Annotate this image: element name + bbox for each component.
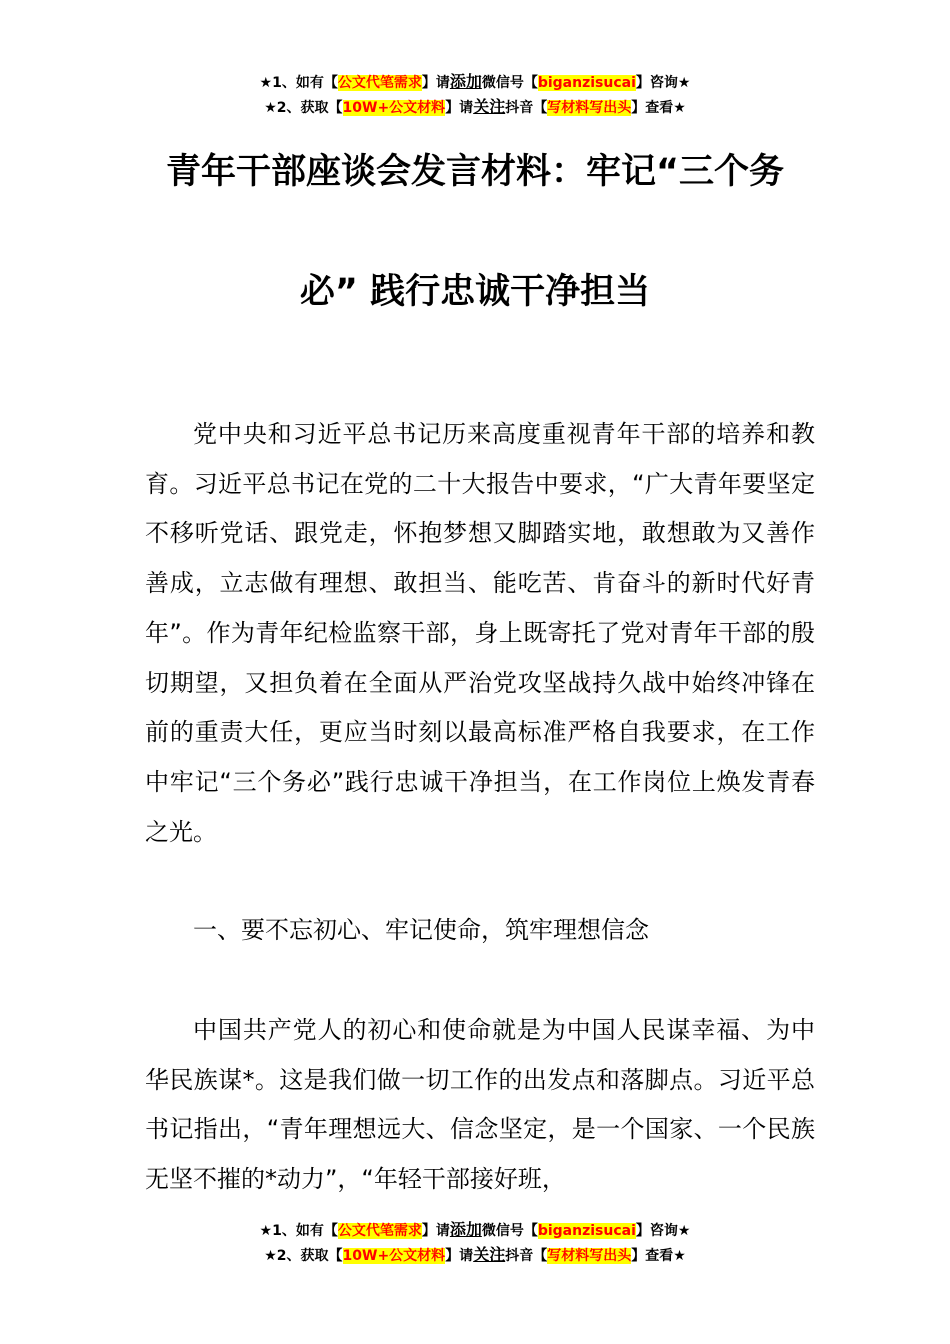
banner-highlight: biganzisucai (537, 1223, 636, 1239)
banner-line-2 (0, 95, 950, 120)
banner-line-1 (0, 70, 950, 95)
banner-highlight: 公文代笔需求 (337, 1223, 422, 1239)
banner-line-1 (0, 1218, 950, 1243)
banner-text: 】咨询★ (635, 75, 691, 91)
bottom-banner (0, 1218, 950, 1268)
banner-highlight: 写材料写出头 (547, 1248, 632, 1264)
banner-line-2 (0, 1243, 950, 1268)
banner-highlight: 10W+公文材料 (342, 1248, 446, 1264)
banner-text: 】查看★ (631, 100, 686, 116)
banner-text: 微信号【 (481, 75, 538, 91)
banner-text: 】请 (445, 100, 474, 116)
banner-highlight: 10W+公文材料 (342, 100, 446, 116)
banner-text: 】咨询★ (635, 1223, 691, 1239)
banner-highlight: 写材料写出头 (547, 100, 632, 116)
document-title-line-1: 青年干部座谈会发言材料：牢记“三个务 (165, 152, 784, 192)
body-paragraph-1: 党中央和习近平总书记历来高度重视青年干部的培养和教育。习近平总书记在党的二十大报告中要求，“广大青年要坚定不移听党话、跟党走，怀抱梦想又脚踏实地，敢想敢为又善作善成，立志做有理想、敢担当、能吃苦、肯奋斗的新时代好青年”。作为青年纪检监察干部，身上既寄托了党对青年干部的殷切期望，又担负着在全面从严治党攻坚战持久战中始终冲锋在前的重责大任，更应当时刻以最高标准严格自我要求，在工作中牢记“三个务必”践行忠诚干净担当，在工作岗位上焕发青春之光。 (145, 420, 815, 846)
section-heading-1: 一、要不忘初心、牢记使命，筑牢理想信念 (193, 916, 649, 944)
banner-emphasis: 关注 (473, 97, 506, 116)
banner-emphasis: 关注 (473, 1245, 506, 1264)
banner-text: 抖音【 (505, 1248, 548, 1264)
banner-text: ★2、获取【 (264, 100, 343, 116)
banner-text: 】查看★ (631, 1248, 686, 1264)
banner-text: 抖音【 (505, 100, 548, 116)
banner-text: ★1、如有【 (259, 75, 338, 91)
banner-highlight: biganzisucai (537, 75, 636, 91)
banner-text: 】请 (445, 1248, 474, 1264)
banner-text: 微信号【 (481, 1223, 538, 1239)
banner-text: ★2、获取【 (264, 1248, 343, 1264)
document-title-line-2: 必” 践行忠诚干净担当 (299, 272, 651, 312)
banner-emphasis: 添加 (449, 1220, 482, 1239)
banner-text: 】请 (421, 75, 450, 91)
banner-highlight: 公文代笔需求 (337, 75, 422, 91)
banner-text: ★1、如有【 (259, 1223, 338, 1239)
banner-emphasis: 添加 (449, 72, 482, 91)
body-paragraph-2: 中国共产党人的初心和使命就是为中国人民谋幸福、为中华民族谋*。这是我们做一切工作的出发点和落脚点。习近平总书记指出，“青年理想远大、信念坚定，是一个国家、一个民族无坚不摧的*动力”，“年轻干部接好班， (145, 1016, 815, 1194)
banner-text: 】请 (421, 1223, 450, 1239)
top-banner (0, 70, 950, 120)
